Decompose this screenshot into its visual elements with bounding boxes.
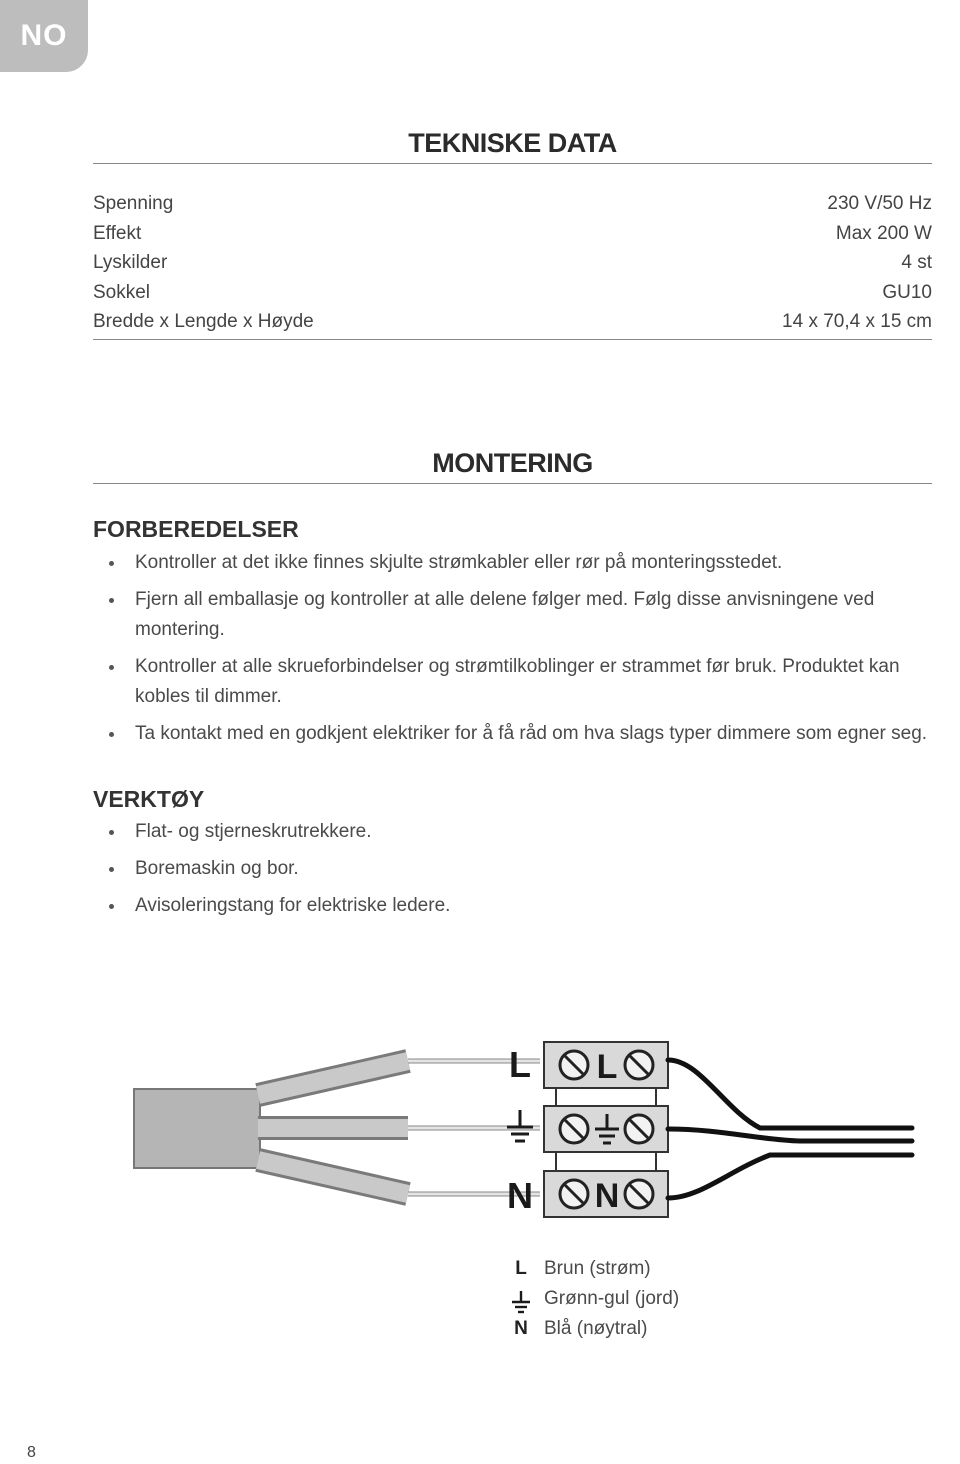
montering-title: MONTERING bbox=[432, 448, 593, 478]
list-item: Fjern all emballasje og kontroller at alle delene følger med. Følg disse anvisningene ved montering. bbox=[93, 585, 943, 645]
conductor-bottom bbox=[258, 1160, 540, 1194]
earth-ground-icon bbox=[507, 1110, 533, 1141]
list-item: Boremaskin og bor. bbox=[93, 854, 943, 884]
output-wires bbox=[668, 1060, 912, 1198]
list-item: Flat- og stjerneskrutrekkere. bbox=[93, 817, 943, 847]
tech-data-title: TEKNISKE DATA bbox=[408, 128, 617, 158]
forberedelser-heading: FORBEREDELSER bbox=[93, 516, 299, 542]
language-tab: NO bbox=[0, 0, 88, 72]
spec-key: Spenning bbox=[93, 193, 174, 214]
spec-key: Sokkel bbox=[93, 282, 151, 303]
list-item: Kontroller at alle skrueforbindelser og strømtilkoblinger er strammet før bruk. Produktet kan kobles til dimmer. bbox=[93, 652, 943, 712]
list-item: Ta kontakt med en godkjent elektriker for å få råd om hva slags typer dimmere som egner seg. bbox=[93, 719, 943, 749]
spec-key: Bredde x Lengde x Høyde bbox=[93, 311, 314, 332]
list-item: Avisoleringstang for elektriske ledere. bbox=[93, 891, 943, 921]
spec-key: Lyskilder bbox=[93, 252, 168, 273]
spec-key: Effekt bbox=[93, 223, 142, 244]
terminal-center-label-n: N bbox=[594, 1177, 620, 1215]
spec-value: GU10 bbox=[882, 282, 932, 303]
spec-value: 230 V/50 Hz bbox=[827, 193, 932, 214]
legend-symbol-n: N bbox=[514, 1318, 528, 1339]
conductor-top bbox=[258, 1061, 540, 1095]
spec-value: Max 200 W bbox=[835, 223, 932, 244]
terminal-label-l: L bbox=[509, 1044, 531, 1085]
terminal-center-label-l: L bbox=[596, 1048, 618, 1086]
legend-symbol-l: L bbox=[515, 1258, 527, 1279]
legend-label: Blå (nøytral) bbox=[544, 1318, 648, 1339]
cable-jacket bbox=[134, 1089, 260, 1168]
legend-label: Brun (strøm) bbox=[544, 1258, 651, 1279]
spec-value: 4 st bbox=[901, 252, 932, 273]
terminal-label-n: N bbox=[507, 1175, 533, 1216]
spec-value: 14 x 70,4 x 15 cm bbox=[782, 311, 932, 332]
legend-label: Grønn-gul (jord) bbox=[544, 1288, 680, 1309]
page-number: 8 bbox=[27, 1444, 36, 1461]
verktoy-heading: VERKTØY bbox=[93, 786, 205, 812]
list-item: Kontroller at det ikke finnes skjulte strømkabler eller rør på monteringsstedet. bbox=[93, 548, 943, 578]
